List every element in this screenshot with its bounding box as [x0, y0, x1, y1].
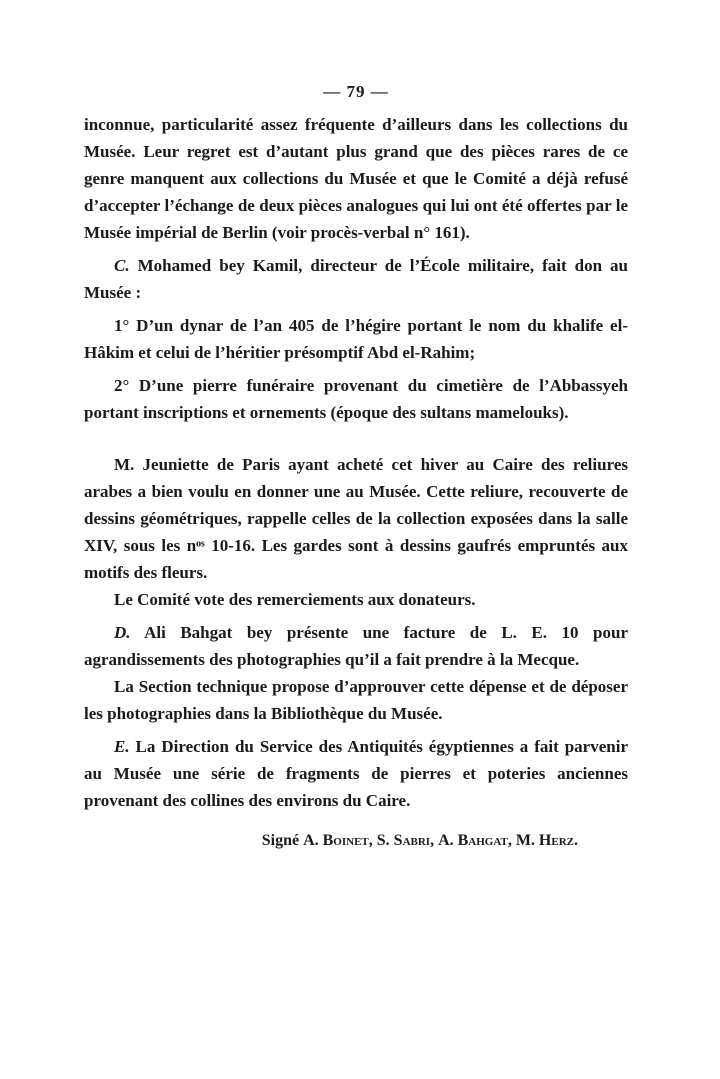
- paragraph: 1° D’un dynar de l’an 405 de l’hégire portant le nom du khalife el-Hâkim et celui de l’héritier présomptif Abd el-Rahim;: [84, 316, 628, 362]
- page-number: — 79 —: [323, 82, 389, 101]
- section-letter: D.: [114, 623, 131, 642]
- page-body-column: [84, 111, 628, 853]
- section-letter: E.: [114, 737, 130, 756]
- paragraph: D. Ali Bahgat bey présente une facture de L. E. 10 pour agrandissements des photographies qu’il a fait prendre à la Mecque.: [84, 623, 628, 669]
- signature-name: M. Herz: [515, 832, 574, 849]
- signature-name: A. Boinet: [303, 832, 369, 849]
- paragraph: M. Jeuniette de Paris ayant acheté cet hiver au Caire des reliures arabes a bien voulu en donner une au Musée. Cette reliure, recouverte de dessins géométriques, rappelle celles de la collection exposées dans la salle XIV, sous les nᵒˢ 10-16. Les gardes sont à dessins gaufrés empruntés aux motifs des fleurs.: [84, 455, 628, 582]
- signature-name: S. Sabri: [376, 832, 431, 849]
- paragraph: inconnue, particularité assez fréquente d’ailleurs dans les collections du Musée. Leur regret est d’autant plus grand que des pièces rares de ce genre manquent aux collections du Musée et que le Comité a déjà refusé d’accepter l’échange de deux pièces analogues qui lui ont été offertes par le Musée impérial de Berlin (voir procès-verbal n° 161).: [84, 115, 628, 242]
- signature-prefix: Signé: [261, 832, 304, 849]
- paragraph: C. Mohamed bey Kamil, directeur de l’École militaire, fait don au Musée :: [84, 256, 628, 302]
- section-letter: C.: [114, 256, 130, 275]
- paragraph: La Section technique propose d’approuver cette dépense et de déposer les photographies dans la Bibliothèque du Musée.: [84, 677, 628, 723]
- signature-line: Signé A. Boinet, S. Sabri, A. Bahgat, M. Herz.: [261, 832, 578, 849]
- signature-name: A. Bahgat: [438, 832, 508, 849]
- paragraph: 2° D’une pierre funéraire provenant du cimetière de l’Abbassyeh portant inscriptions et ornements (époque des sultans mamelouks).: [84, 376, 628, 422]
- page-body: [84, 111, 628, 814]
- paragraph: Le Comité vote des remerciements aux donateurs.: [114, 590, 476, 609]
- paragraph: E. La Direction du Service des Antiquités égyptiennes a fait parvenir au Musée une série de fragments de pierres et poteries anciennes provenant des collines des environs du Caire.: [84, 737, 628, 810]
